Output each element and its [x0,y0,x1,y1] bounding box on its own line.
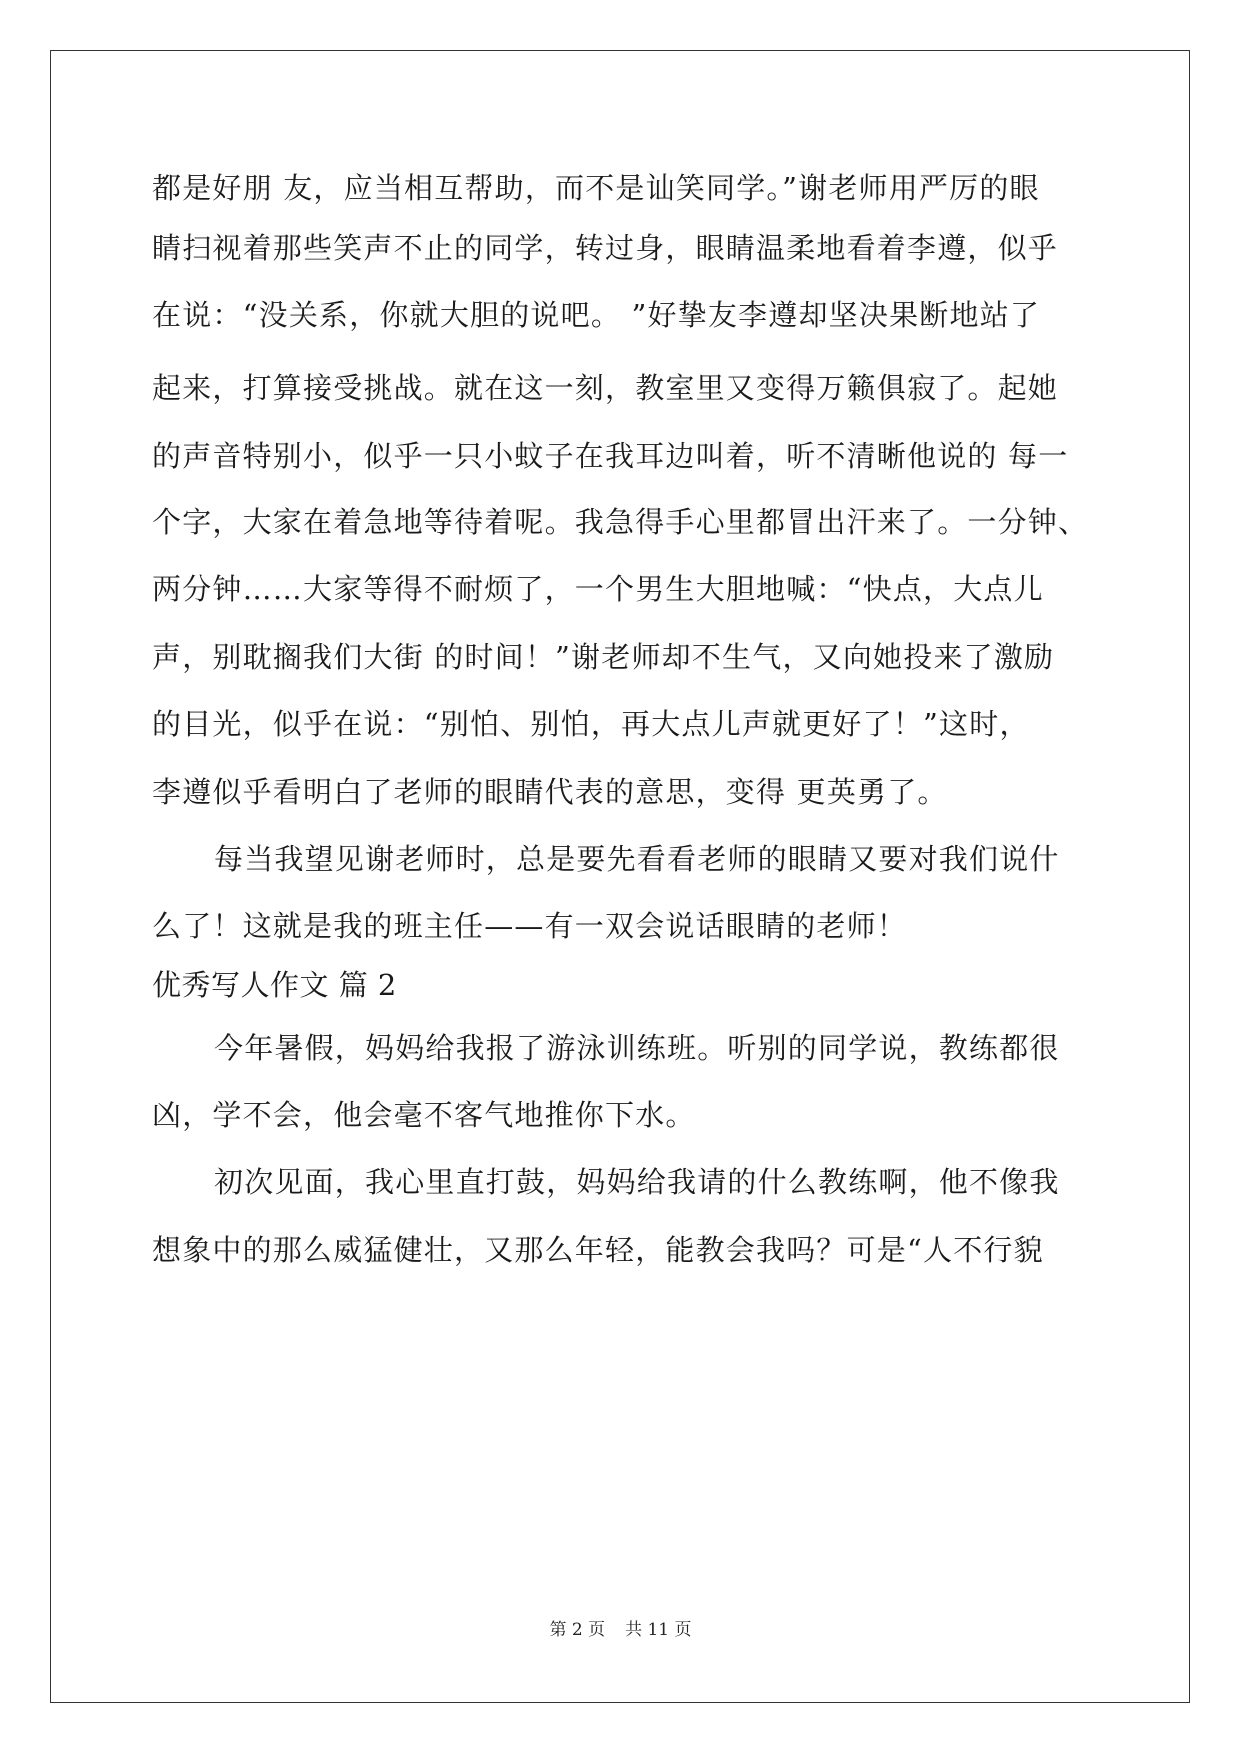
paragraph-first-line: 初次见面，我心里直打鼓，妈妈给我请的什么教练啊，他不像我 [214,1165,1060,1199]
text-line: 凶，学不会，他会毫不客气地推你下水。 [152,1098,696,1132]
text-line: 李遵似乎看明白了老师的眼睛代表的意思，变得 更英勇了。 [152,775,948,809]
text-line: 起来，打算接受挑战。就在这一刻，教室里又变得万籁俱寂了。起她 [152,371,1059,405]
paragraph-first-line: 今年暑假，妈妈给我报了游泳训练班。听别的同学说，教练都很 [214,1031,1060,1065]
page-footer [0,1619,1241,1641]
text-line: 声，别耽搁我们大街 的时间！”谢老师却不生气，又向她投来了激励 [152,640,1055,674]
text-line: 想象中的那么威猛健壮，又那么年轻，能教会我吗？可是“人不行貌 [152,1233,1044,1267]
text-line: 的声音特别小，似乎一只小蚊子在我耳边叫着，听不清晰他说的 每一 [152,439,1069,473]
text-line: 睛扫视着那些笑声不止的同学，转过身，眼睛温柔地看着李遵，似乎 [152,231,1059,265]
text-line: 个字，大家在着急地等待着呢。我急得手心里都冒出汗来了。一分钟、 [152,505,1089,539]
text-line: 在说：“没关系，你就大胆的说吧。 ”好挚友李遵却坚决果断地站了 [152,298,1041,332]
text-line: 两分钟……大家等得不耐烦了，一个男生大胆地喊：“快点，大点儿 [152,572,1044,606]
page-number: 第 2 页 [549,1620,606,1640]
text-line: 的目光，似乎在说：“别怕、别怕，再大点儿声就更好了！”这时， [152,707,1030,741]
text-line: 么了！这就是我的班主任——有一双会说话眼睛的老师！ [152,909,908,943]
section-heading: 优秀写人作文 篇 2 [152,968,397,1002]
text-line: 都是好朋 友，应当相互帮助，而不是讪笑同学。”谢老师用严厉的眼 [152,171,1040,205]
paragraph-first-line: 每当我望见谢老师时，总是要先看看老师的眼睛又要对我们说什 [214,842,1060,876]
page-total: 共 11 页 [625,1620,692,1640]
